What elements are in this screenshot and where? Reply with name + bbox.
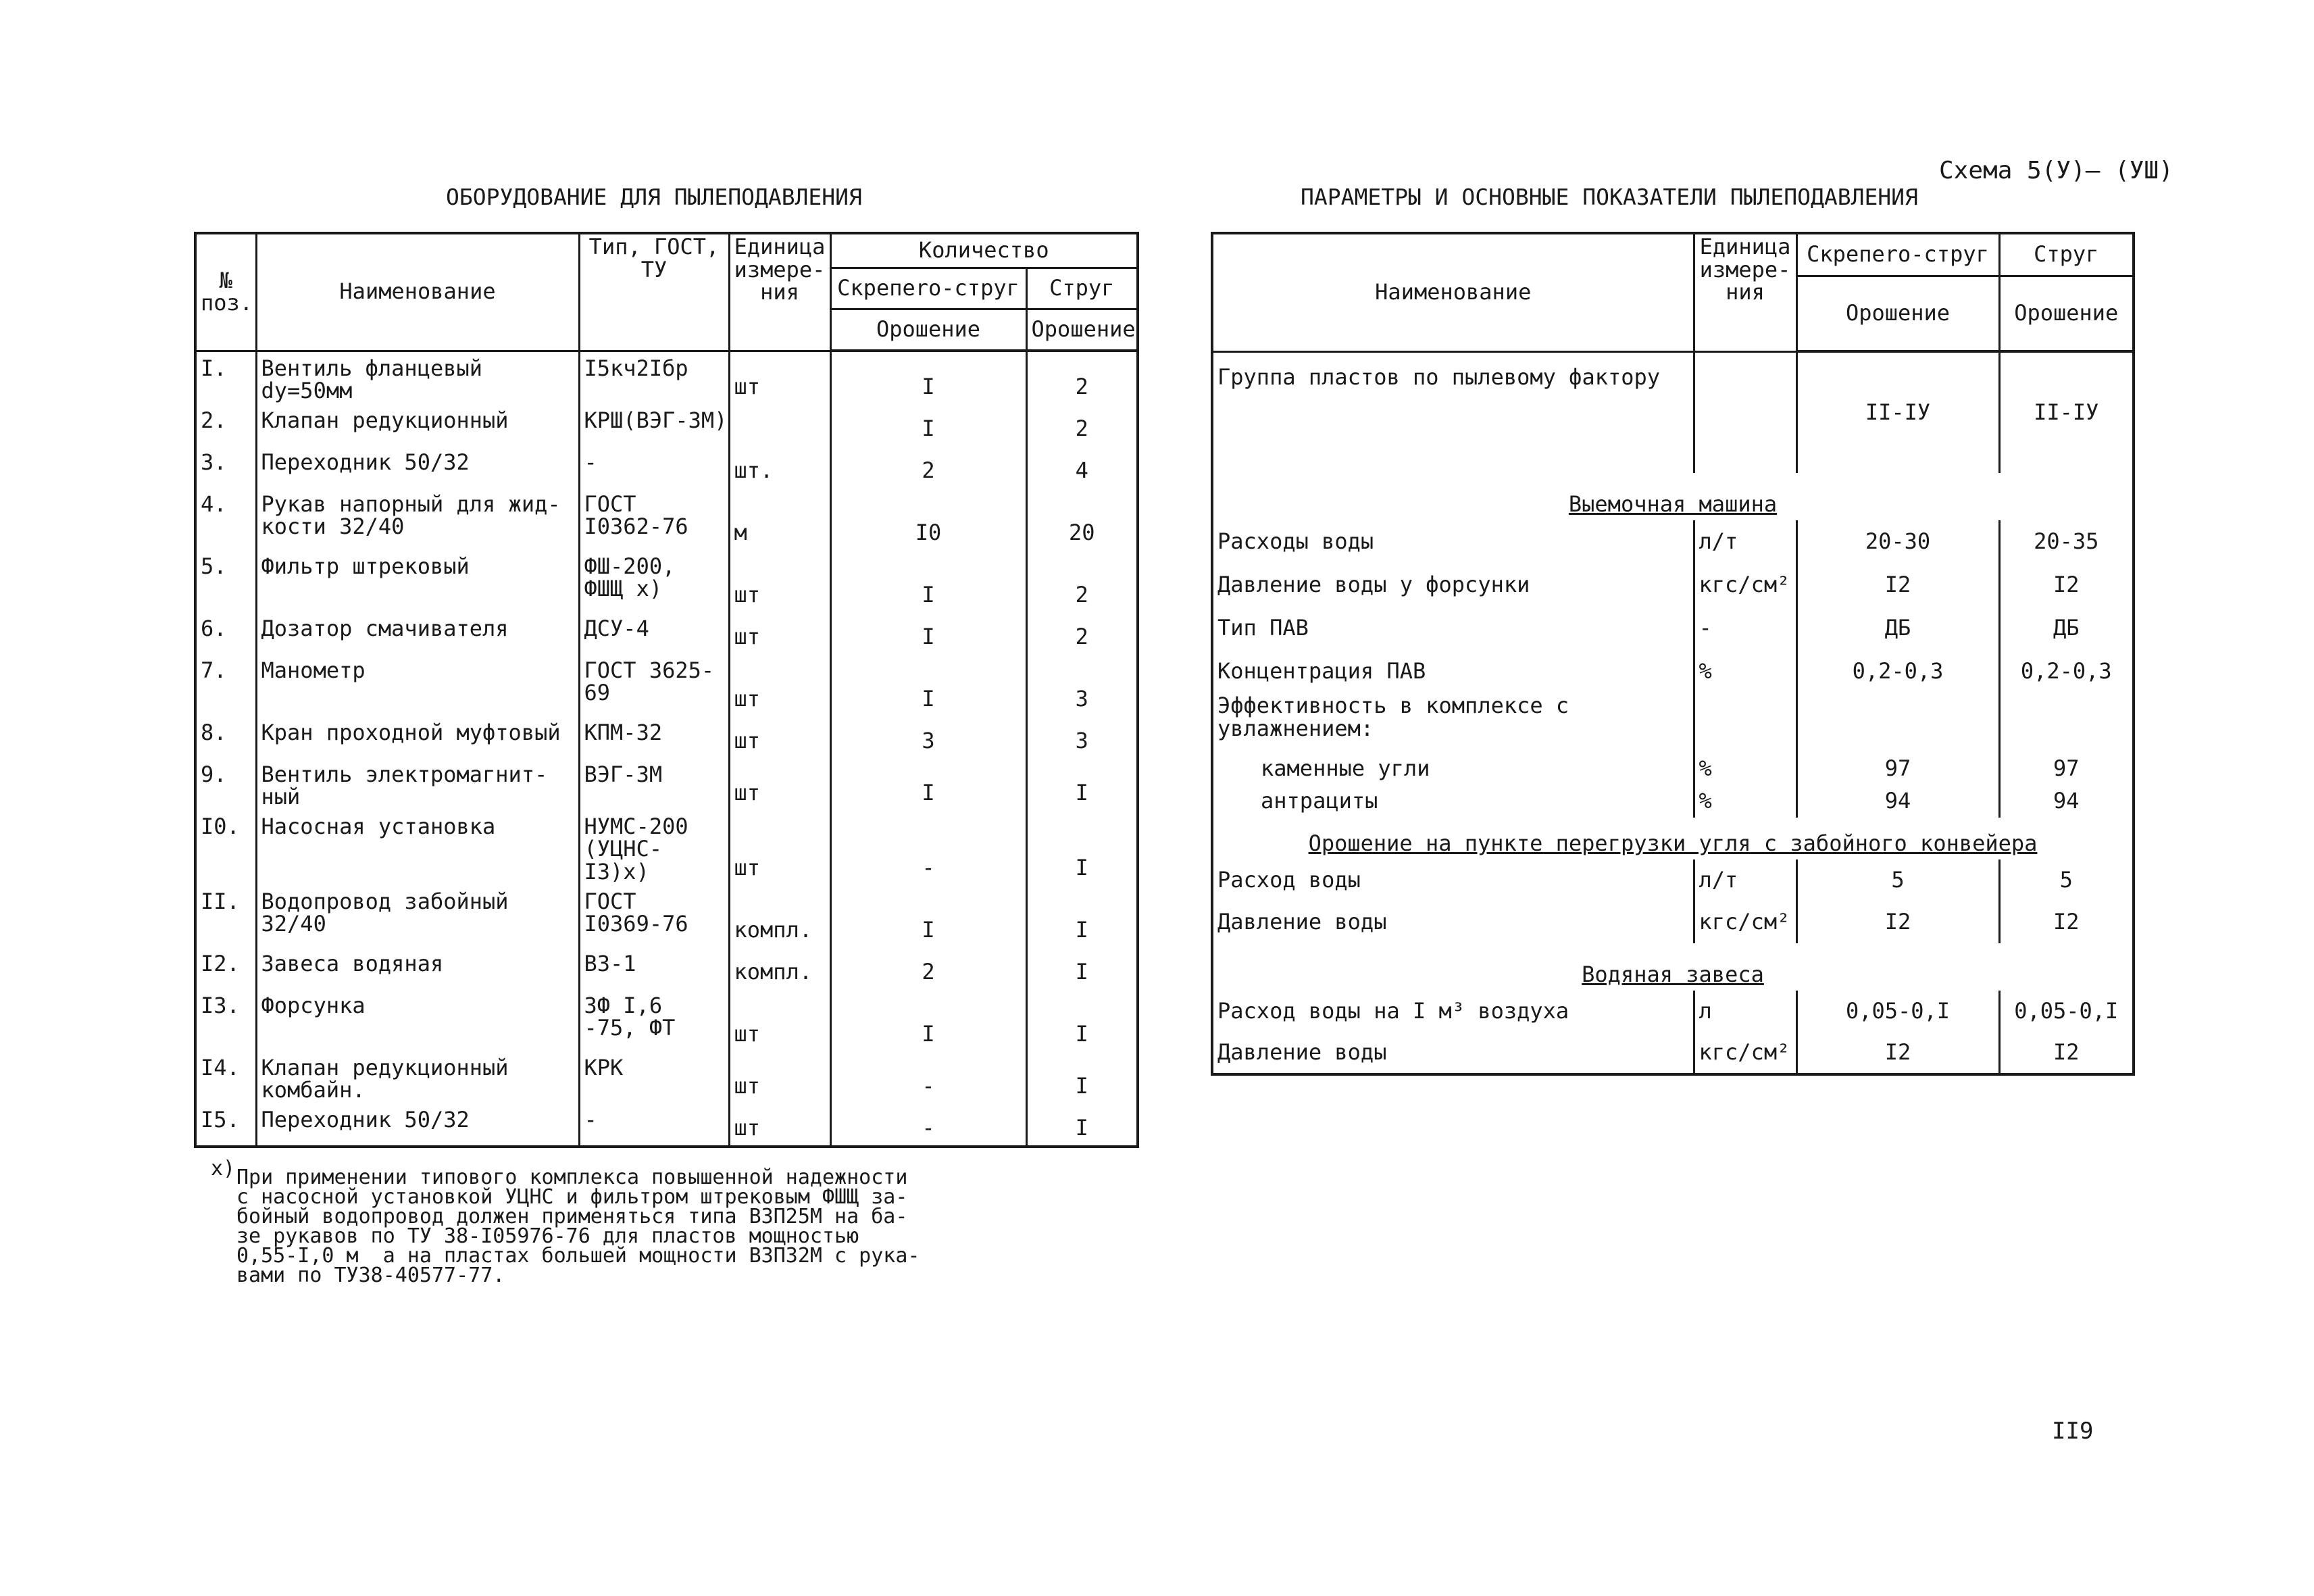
param-strug-cell: I2 bbox=[1999, 1032, 2134, 1074]
pos-cell: 7. bbox=[195, 654, 256, 716]
param-unit-cell bbox=[1694, 351, 1796, 473]
unit-cell bbox=[729, 404, 830, 446]
name-cell: Фильтр штрековый bbox=[256, 550, 579, 612]
table-row bbox=[1212, 785, 2134, 818]
footnote-marker: х) bbox=[211, 1157, 236, 1180]
footnote-line: бойный водопровод должен применяться типа ВЗП25М на ба- bbox=[236, 1205, 908, 1228]
name-cell: Форсунка bbox=[256, 989, 579, 1051]
qty-scraper-cell: 2 bbox=[830, 947, 1026, 989]
type-cell: ГОСТ I0362-76 bbox=[579, 488, 729, 550]
unit-cell: шт bbox=[729, 758, 830, 810]
qty-scraper-cell: I bbox=[830, 612, 1026, 654]
qty-scraper-cell: I bbox=[830, 989, 1026, 1051]
qty-strug-cell: I bbox=[1026, 758, 1138, 810]
pos-cell: I4. bbox=[195, 1051, 256, 1103]
qty-strug-cell: I bbox=[1026, 810, 1138, 885]
name-cell: Рукав напорный для жид-кости 32/40 bbox=[256, 488, 579, 550]
table-row bbox=[1212, 991, 2134, 1032]
name-cell: Переходник 50/32 bbox=[256, 1103, 579, 1147]
left-title: ОБОРУДОВАНИЕ ДЛЯ ПЫЛЕПОДАВЛЕНИЯ bbox=[446, 184, 862, 210]
param-name-cell: антрациты bbox=[1212, 785, 1694, 818]
qty-scraper-cell: I bbox=[830, 654, 1026, 716]
equipment-table bbox=[194, 232, 1139, 1148]
pos-cell: I0. bbox=[195, 810, 256, 885]
qty-strug-cell: 3 bbox=[1026, 716, 1138, 758]
unit-cell: компл. bbox=[729, 947, 830, 989]
footnote-line: вами по ТУ38-40577-77. bbox=[236, 1264, 505, 1287]
name-cell: Переходник 50/32 bbox=[256, 446, 579, 488]
param-name-cell: Тип ПАВ bbox=[1212, 607, 1694, 650]
table-row bbox=[195, 947, 1138, 989]
type-cell: - bbox=[579, 446, 729, 488]
qty-strug-cell: 2 bbox=[1026, 550, 1138, 612]
unit-cell: шт. bbox=[729, 446, 830, 488]
header-pos: № поз. bbox=[195, 233, 256, 351]
table-row bbox=[195, 404, 1138, 446]
name-cell: Кран проходной муфтовый bbox=[256, 716, 579, 758]
param-scraper-cell: 0,05-0,I bbox=[1796, 991, 1999, 1032]
name-cell: Вентиль электромагнит-ный bbox=[256, 758, 579, 810]
unit-cell: шт bbox=[729, 654, 830, 716]
header-strug: Струг bbox=[1026, 268, 1138, 309]
type-cell: ГОСТ 3625-69 bbox=[579, 654, 729, 716]
param-unit-cell: л bbox=[1694, 991, 1796, 1032]
param-scraper-cell: I2 bbox=[1796, 901, 1999, 943]
unit-cell: шт bbox=[729, 351, 830, 404]
name-cell: Вентиль фланцевый dу=50мм bbox=[256, 351, 579, 404]
pos-cell: 4. bbox=[195, 488, 256, 550]
pos-cell: I5. bbox=[195, 1103, 256, 1147]
param-unit-cell: кгс/см² bbox=[1694, 1032, 1796, 1074]
header-scraper: Скрепero-струг bbox=[830, 268, 1026, 309]
param-scraper-cell: 94 bbox=[1796, 785, 1999, 818]
name-cell: Клапан редукционный bbox=[256, 404, 579, 446]
unit-cell: шт bbox=[729, 716, 830, 758]
param-strug-cell: I2 bbox=[1999, 901, 2134, 943]
qty-scraper-cell: 3 bbox=[830, 716, 1026, 758]
name-cell: Завеса водяная bbox=[256, 947, 579, 989]
qty-strug-cell: 2 bbox=[1026, 404, 1138, 446]
param-scraper-cell: ДБ bbox=[1796, 607, 1999, 650]
qty-scraper-cell: I bbox=[830, 351, 1026, 404]
table-row bbox=[195, 1103, 1138, 1147]
table-row bbox=[1212, 693, 2134, 753]
pos-cell: 3. bbox=[195, 446, 256, 488]
pos-cell: I3. bbox=[195, 989, 256, 1051]
parameters-table bbox=[1211, 232, 2135, 1076]
unit-cell: шт bbox=[729, 550, 830, 612]
param-name-cell: Расход воды bbox=[1212, 859, 1694, 901]
r-header-strug: Струг bbox=[1999, 233, 2134, 276]
r-header-irrig2: Орошение bbox=[1999, 276, 2134, 352]
name-cell: Водопровод забойный 32/40 bbox=[256, 885, 579, 947]
param-strug-cell: 0,05-0,I bbox=[1999, 991, 2134, 1032]
param-scraper-cell: 0,2-0,3 bbox=[1796, 650, 1999, 693]
qty-strug-cell: I bbox=[1026, 947, 1138, 989]
param-strug-cell: ДБ bbox=[1999, 607, 2134, 650]
qty-strug-cell: 2 bbox=[1026, 612, 1138, 654]
table-row bbox=[1212, 564, 2134, 607]
header-irrig2: Орошение bbox=[1026, 309, 1138, 351]
param-name-cell: каменные угли bbox=[1212, 753, 1694, 785]
r-header-irrig1: Орошение bbox=[1796, 276, 1999, 352]
param-strug-cell: I2 bbox=[1999, 564, 2134, 607]
table-row bbox=[195, 351, 1138, 404]
param-unit-cell: % bbox=[1694, 753, 1796, 785]
param-strug-cell: 97 bbox=[1999, 753, 2134, 785]
param-name-cell: Давление воды у форсунки bbox=[1212, 564, 1694, 607]
qty-strug-cell: 4 bbox=[1026, 446, 1138, 488]
section-title: Водяная завеса bbox=[1212, 943, 2134, 991]
param-name-cell: Расход воды на I м³ воздуха bbox=[1212, 991, 1694, 1032]
param-scraper-cell: I2 bbox=[1796, 564, 1999, 607]
table-row bbox=[1212, 351, 2134, 473]
param-unit-cell: - bbox=[1694, 607, 1796, 650]
qty-strug-cell: I bbox=[1026, 1051, 1138, 1103]
qty-scraper-cell: I bbox=[830, 404, 1026, 446]
qty-scraper-cell: 2 bbox=[830, 446, 1026, 488]
name-cell: Клапан редукционный комбайн. bbox=[256, 1051, 579, 1103]
param-strug-cell: 5 bbox=[1999, 859, 2134, 901]
unit-cell: шт bbox=[729, 612, 830, 654]
param-name-cell: Расходы воды bbox=[1212, 520, 1694, 564]
qty-scraper-cell: - bbox=[830, 1051, 1026, 1103]
qty-strug-cell: I bbox=[1026, 885, 1138, 947]
qty-scraper-cell: - bbox=[830, 810, 1026, 885]
pos-cell: II. bbox=[195, 885, 256, 947]
table-row bbox=[195, 550, 1138, 612]
unit-cell: м bbox=[729, 488, 830, 550]
type-cell: ВЗ-1 bbox=[579, 947, 729, 989]
param-strug-cell: II-IУ bbox=[1999, 351, 2134, 473]
table-row bbox=[195, 612, 1138, 654]
pos-cell: I. bbox=[195, 351, 256, 404]
header-name: Наименование bbox=[256, 233, 579, 351]
right-title: ПАРАМЕТРЫ И ОСНОВНЫЕ ПОКАЗАТЕЛИ ПЫЛЕПОДАВЛЕНИЯ bbox=[1301, 184, 1918, 210]
type-cell: ВЭГ-3М bbox=[579, 758, 729, 810]
param-scraper-cell: II-IУ bbox=[1796, 351, 1999, 473]
section-row bbox=[1212, 473, 2134, 520]
table-row bbox=[195, 1051, 1138, 1103]
qty-scraper-cell: - bbox=[830, 1103, 1026, 1147]
r-header-name: Наименование bbox=[1212, 233, 1694, 351]
table-row bbox=[1212, 520, 2134, 564]
section-title: Выемочная машина bbox=[1212, 473, 2134, 520]
param-name-cell: Группа пластов по пылевому фактору bbox=[1212, 351, 1694, 473]
table-row bbox=[1212, 901, 2134, 943]
page-number: II9 bbox=[2052, 1418, 2094, 1445]
table-row bbox=[195, 716, 1138, 758]
param-scraper-cell: I2 bbox=[1796, 1032, 1999, 1074]
name-cell: Насосная установка bbox=[256, 810, 579, 885]
qty-scraper-cell: I bbox=[830, 885, 1026, 947]
empty-cell bbox=[1694, 693, 1796, 753]
qty-strug-cell: 3 bbox=[1026, 654, 1138, 716]
footnote-line: с насосной установкой УЦНС и фильтром штрековым ФШЩ за- bbox=[236, 1185, 908, 1209]
header-unit: Единица измере-ния bbox=[729, 233, 830, 351]
type-cell: - bbox=[579, 1103, 729, 1147]
param-unit-cell: кгс/см² bbox=[1694, 564, 1796, 607]
type-cell: КРШ(ВЭГ-3М) bbox=[579, 404, 729, 446]
r-header-scraper: Скрепero-струг bbox=[1796, 233, 1999, 276]
table-row bbox=[195, 654, 1138, 716]
footnote bbox=[236, 1168, 920, 1285]
qty-strug-cell: I bbox=[1026, 989, 1138, 1051]
param-name-cell: Концентрация ПАВ bbox=[1212, 650, 1694, 693]
footnote-line: При применении типового комплекса повышенной надежности bbox=[236, 1166, 908, 1189]
table-row bbox=[1212, 607, 2134, 650]
type-cell: ДСУ-4 bbox=[579, 612, 729, 654]
scheme-label: Схема 5(У)— (УШ) bbox=[1939, 157, 2173, 184]
r-header-unit: Единица измере-ния bbox=[1694, 233, 1796, 351]
section-title: Орошение на пункте перегрузки угля с забойного конвейера bbox=[1212, 818, 2134, 859]
param-strug-cell: 20-35 bbox=[1999, 520, 2134, 564]
footnote-line: 0,55-I,0 м а на пластах большей мощности ВЗП32М с рука- bbox=[236, 1244, 920, 1268]
table-row bbox=[1212, 859, 2134, 901]
header-irrig1: Орошение bbox=[830, 309, 1026, 351]
param-name-cell: Давление воды bbox=[1212, 901, 1694, 943]
table-row bbox=[195, 885, 1138, 947]
pos-cell: 2. bbox=[195, 404, 256, 446]
type-cell: ГОСТ I0369-76 bbox=[579, 885, 729, 947]
param-unit-cell: кгс/см² bbox=[1694, 901, 1796, 943]
pos-cell: 6. bbox=[195, 612, 256, 654]
param-scraper-cell: 97 bbox=[1796, 753, 1999, 785]
qty-strug-cell: 20 bbox=[1026, 488, 1138, 550]
param-unit-cell: % bbox=[1694, 785, 1796, 818]
param-scraper-cell: 5 bbox=[1796, 859, 1999, 901]
qty-strug-cell: I bbox=[1026, 1103, 1138, 1147]
table-row bbox=[195, 989, 1138, 1051]
param-unit-cell: % bbox=[1694, 650, 1796, 693]
empty-cell bbox=[1796, 693, 1999, 753]
empty-cell bbox=[1999, 693, 2134, 753]
header-qty: Количество bbox=[830, 233, 1138, 268]
type-cell: I5кч2Iбр bbox=[579, 351, 729, 404]
unit-cell: шт bbox=[729, 1103, 830, 1147]
pos-cell: 5. bbox=[195, 550, 256, 612]
table-row bbox=[1212, 1032, 2134, 1074]
type-cell: НУМС-200 (УЦНС-I3)х) bbox=[579, 810, 729, 885]
qty-scraper-cell: I0 bbox=[830, 488, 1026, 550]
header-type: Тип, ГОСТ, ТУ bbox=[579, 233, 729, 351]
pos-cell: 8. bbox=[195, 716, 256, 758]
section-row bbox=[1212, 818, 2134, 859]
unit-cell: шт bbox=[729, 989, 830, 1051]
param-strug-cell: 0,2-0,3 bbox=[1999, 650, 2134, 693]
param-unit-cell: л/т bbox=[1694, 520, 1796, 564]
qty-scraper-cell: I bbox=[830, 758, 1026, 810]
type-cell: 3Ф I,6 -75, ФТ bbox=[579, 989, 729, 1051]
table-row bbox=[195, 446, 1138, 488]
efficiency-label: Эффективность в комплексе с увлажнением: bbox=[1212, 693, 1694, 753]
unit-cell: шт bbox=[729, 810, 830, 885]
param-scraper-cell: 20-30 bbox=[1796, 520, 1999, 564]
pos-cell: I2. bbox=[195, 947, 256, 989]
type-cell: ФШ-200, ФШЩ х) bbox=[579, 550, 729, 612]
param-name-cell: Давление воды bbox=[1212, 1032, 1694, 1074]
pos-cell: 9. bbox=[195, 758, 256, 810]
footnote-line: зе рукавов по ТУ 38-I05976-76 для пластов мощностью bbox=[236, 1224, 859, 1248]
section-row bbox=[1212, 943, 2134, 991]
table-row bbox=[1212, 753, 2134, 785]
qty-scraper-cell: I bbox=[830, 550, 1026, 612]
type-cell: КРК bbox=[579, 1051, 729, 1103]
unit-cell: компл. bbox=[729, 885, 830, 947]
param-unit-cell: л/т bbox=[1694, 859, 1796, 901]
table-row bbox=[195, 488, 1138, 550]
unit-cell: шт bbox=[729, 1051, 830, 1103]
param-strug-cell: 94 bbox=[1999, 785, 2134, 818]
type-cell: КПМ-32 bbox=[579, 716, 729, 758]
table-row bbox=[195, 810, 1138, 885]
name-cell: Манометр bbox=[256, 654, 579, 716]
qty-strug-cell: 2 bbox=[1026, 351, 1138, 404]
name-cell: Дозатор смачивателя bbox=[256, 612, 579, 654]
table-row bbox=[1212, 650, 2134, 693]
table-row bbox=[195, 758, 1138, 810]
